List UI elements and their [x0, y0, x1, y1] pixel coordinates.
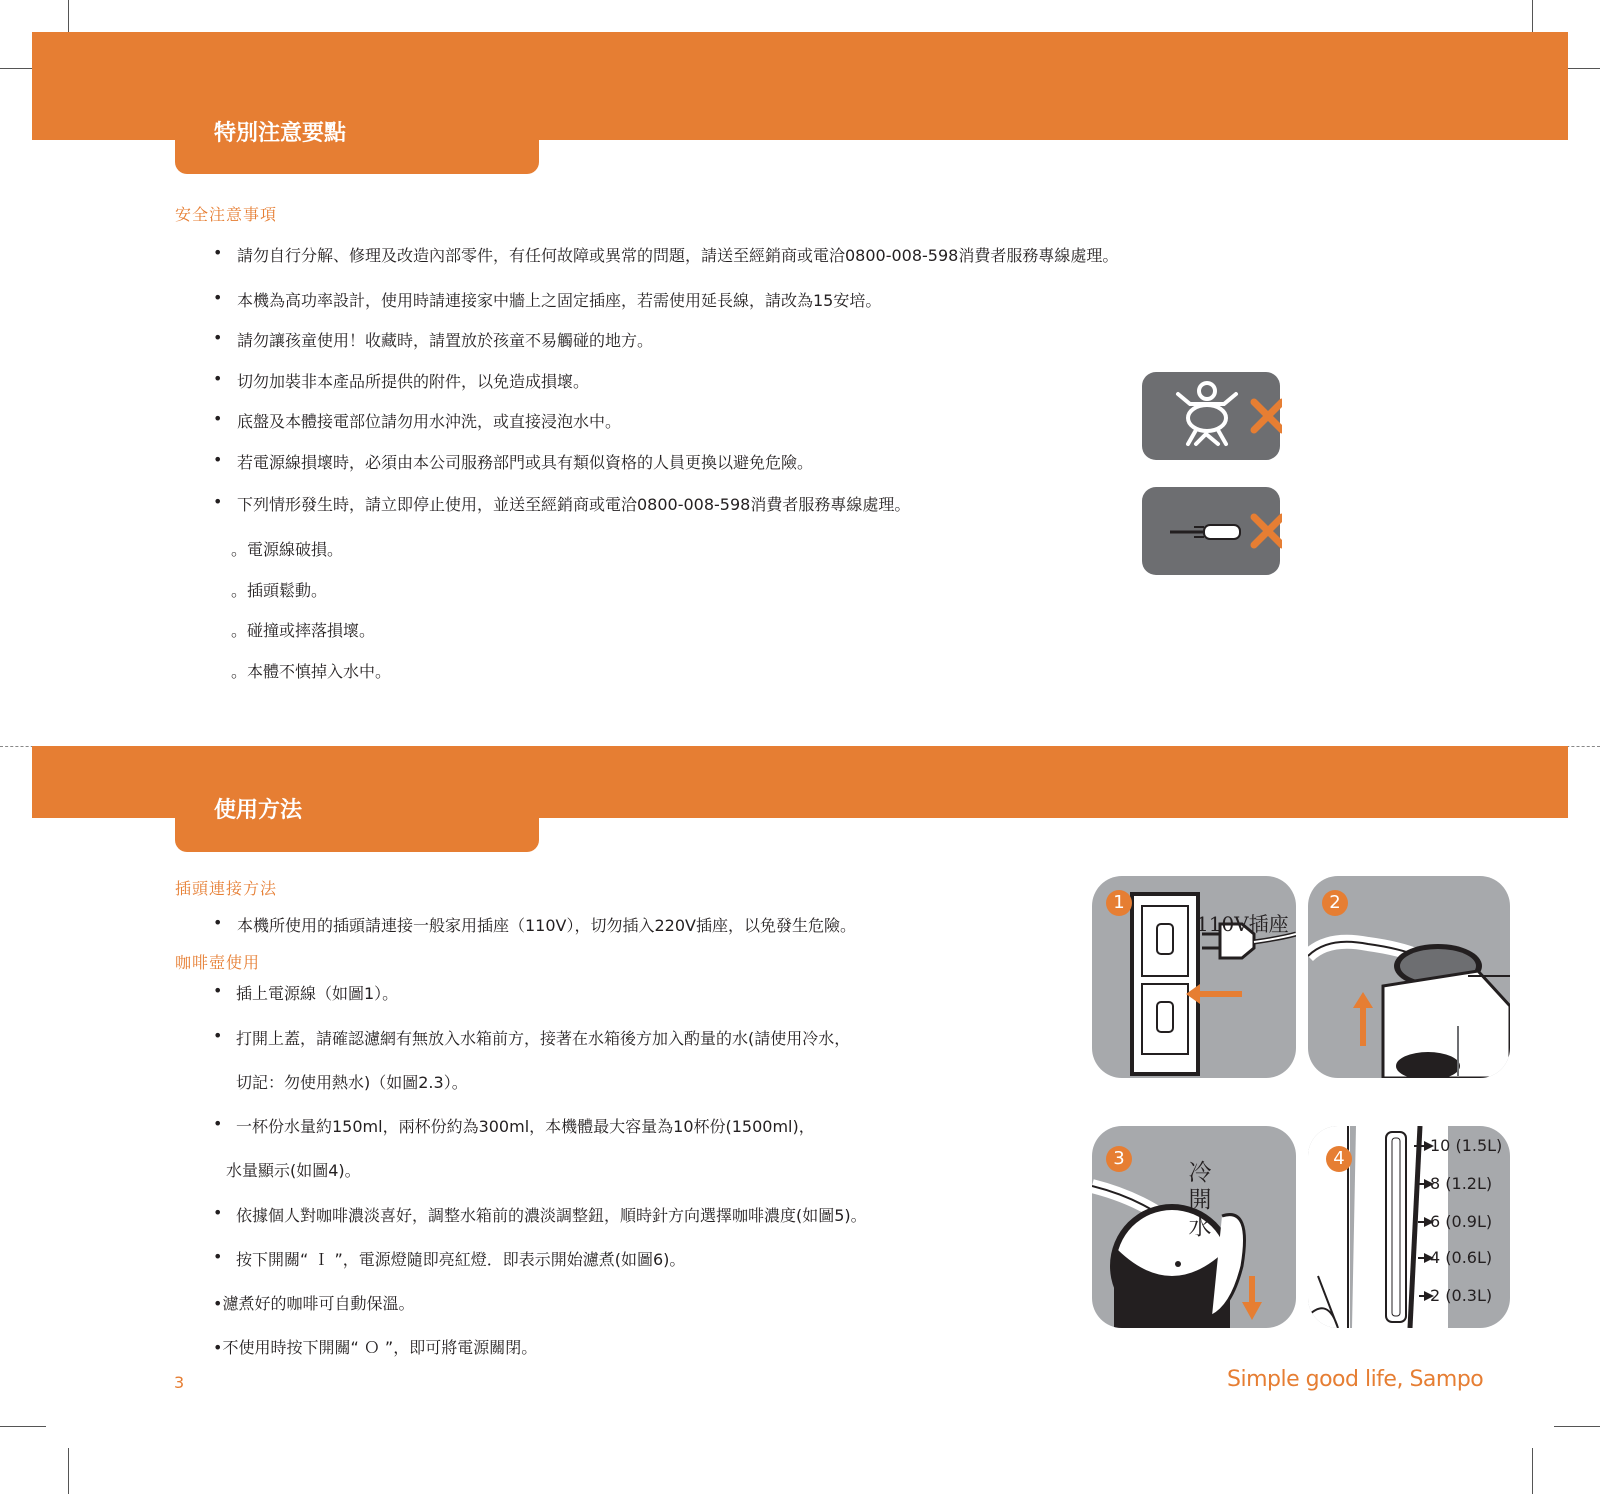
bullet: •: [213, 1114, 223, 1133]
bullet: •: [213, 1203, 223, 1222]
sub-list-item: 。電源線破損。: [231, 540, 344, 559]
bullet: •: [213, 913, 223, 932]
bullet: •: [213, 981, 223, 1000]
page-number: 3: [174, 1373, 185, 1392]
no-children-warning-icon: [1142, 372, 1282, 462]
list-item: 請勿讓孩童使用！收藏時，請置放於孩童不易觸碰的地方。: [237, 331, 654, 350]
sub-list-item: 。插頭鬆動。: [231, 581, 328, 600]
water-level-label: 4 (0.6L): [1430, 1248, 1493, 1267]
figure-4-water-level: [1308, 1126, 1510, 1328]
section-title: 特別注意要點: [214, 121, 347, 146]
figure-number: 4: [1326, 1146, 1352, 1172]
figure-number: 1: [1106, 890, 1132, 916]
figure-number: 2: [1322, 890, 1348, 916]
list-item: 按下開關“ Ｉ ”，電源燈隨即亮紅燈．即表示開始濾煮(如圖6)。: [236, 1250, 686, 1269]
list-item: •濾煮好的咖啡可自動保溫。: [213, 1294, 415, 1313]
subheading-coffee: 咖啡壺使用: [175, 953, 261, 972]
list-item: 下列情形發生時，請立即停止使用，並送至經銷商或電洽0800-008-598消費者服務專線處理。: [237, 495, 911, 514]
list-item-continuation: 切記：勿使用熱水)（如圖2.3）。: [236, 1073, 468, 1092]
list-item: •不使用時按下開關“ Ｏ ”，即可將電源關閉。: [213, 1338, 538, 1357]
bullet: •: [213, 1026, 223, 1045]
list-item-continuation: 水量顯示(如圖4)。: [226, 1161, 361, 1180]
crop-mark: [68, 1448, 69, 1494]
water-level-label: 10 (1.5L): [1430, 1136, 1503, 1155]
water-level-label: 6 (0.9L): [1430, 1212, 1493, 1231]
list-item: 本機為高功率設計，使用時請連接家中牆上之固定插座，若需使用延長線，請改為15安培。: [237, 291, 882, 310]
crop-mark: [0, 1426, 46, 1427]
list-item: 請勿自行分解、修理及改造內部零件，有任何故障或異常的問題，請送至經銷商或電洽0800-008-598消費者服務專線處理。: [237, 246, 1119, 265]
list-item: 打開上蓋，請確認濾網有無放入水箱前方，接著在水箱後方加入酌量的水(請使用冷水，: [236, 1029, 851, 1048]
subheading-safety: 安全注意事項: [175, 205, 278, 224]
figure-3-pour-water: [1092, 1126, 1296, 1328]
bullet: •: [213, 409, 223, 428]
no-extension-warning-icon: [1142, 487, 1282, 577]
figure-label: 110V插座: [1196, 912, 1289, 936]
bullet: •: [213, 369, 223, 388]
list-item: 本機所使用的插頭請連接一般家用插座（110V），切勿插入220V插座，以免發生危險。: [237, 916, 856, 935]
figure-number: 3: [1106, 1146, 1132, 1172]
water-level-label: 2 (0.3L): [1430, 1286, 1493, 1305]
brand-slogan: Simple good life, Sampo: [1227, 1367, 1484, 1392]
section-title: 使用方法: [214, 798, 303, 823]
bullet: •: [213, 328, 223, 347]
bullet: •: [213, 243, 223, 262]
water-level-label: 8 (1.2L): [1430, 1174, 1493, 1193]
list-item: 插上電源線（如圖1）。: [236, 984, 399, 1003]
subheading-plug: 插頭連接方法: [175, 879, 278, 898]
bullet: •: [213, 450, 223, 469]
list-item: 一杯份水量約150ml，兩杯份約為300ml，本機體最大容量為10杯份(1500ml)，: [236, 1117, 815, 1136]
figure-label-vertical: 冷開水: [1188, 1160, 1212, 1240]
list-item: 若電源線損壞時，必須由本公司服務部門或具有類似資格的人員更換以避免危險。: [237, 453, 814, 472]
bullet: •: [213, 1247, 223, 1266]
figure-1-outlet: [1092, 876, 1296, 1078]
list-item: 底盤及本體接電部位請勿用水沖洗，或直接浸泡水中。: [237, 412, 622, 431]
figure-2-filter: [1308, 876, 1510, 1078]
list-item: 依據個人對咖啡濃淡喜好，調整水箱前的濃淡調整鈕，順時針方向選擇咖啡濃度(如圖5)。: [236, 1206, 867, 1225]
sub-list-item: 。碰撞或摔落損壞。: [231, 621, 376, 640]
bullet: •: [213, 492, 223, 511]
crop-mark: [1554, 1426, 1600, 1427]
bullet: •: [213, 288, 223, 307]
crop-mark: [1532, 1448, 1533, 1494]
sub-list-item: 。本體不慎掉入水中。: [231, 662, 392, 681]
list-item: 切勿加裝非本產品所提供的附件，以免造成損壞。: [237, 372, 590, 391]
